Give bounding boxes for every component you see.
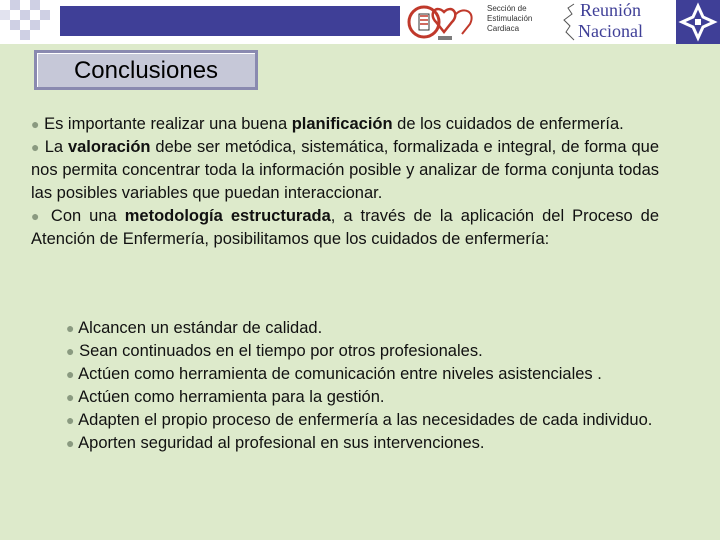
paragraph-emphasis: valoración [67,138,151,156]
bullet-icon: ● [66,343,75,359]
heart-logo-icon [406,2,480,42]
list-item [66,432,666,455]
paragraph [31,113,659,136]
institution-logo [676,0,720,44]
list-item [66,386,666,409]
bullet-icon: ● [66,320,75,336]
slide-title: Conclusiones [73,57,219,84]
map-outline-icon [560,2,582,42]
meeting-logo [560,0,670,44]
list-item-text: Alcancen un estándar de calidad. [78,319,323,337]
list-item-text: Actúen como herramienta para la gestión. [78,388,385,406]
paragraph [31,205,659,251]
society-logo [400,0,552,44]
meeting-title-line1: Reunión [580,0,641,20]
paragraph [31,136,659,205]
title-box [34,50,258,90]
bullet-icon: ● [31,139,40,155]
meeting-title-line2: Nacional [578,21,643,41]
paragraph-text: La [44,138,68,156]
header-band [60,6,400,36]
paragraph-text: de los cuidados de enfermería. [392,115,624,133]
list-item [66,409,666,432]
list-item [66,340,666,363]
paragraph-emphasis: metodología estructurada [124,207,331,225]
bullet-icon: ● [66,435,75,451]
list-item-text: Actúen como herramienta de comunicación entre niveles asistenciales . [78,365,602,383]
checker-decoration [0,0,60,44]
paragraph-text: Con una [50,207,125,225]
society-name [487,4,549,34]
paragraph-text: , a través de la aplicación del Proceso de Atención de Enfermería, posibilitamos que los cuidados de enfermería: [31,207,660,248]
society-name-line: Sección de [487,4,527,13]
bullet-icon: ● [31,208,43,224]
cross-icon [676,0,720,44]
header-bar [0,0,720,44]
list-item-text: Aporten seguridad al profesional en sus intervenciones. [78,434,485,452]
bullet-icon: ● [31,116,40,132]
paragraph-text: Es importante realizar una buena [44,115,292,133]
list-item-text: Sean continuados en el tiempo por otros profesionales. [79,342,483,360]
list-item [66,363,666,386]
paragraph-emphasis: planificación [291,115,393,133]
bullet-icon: ● [66,366,75,382]
society-name-line: Cardiaca [487,24,520,33]
bullet-icon: ● [66,412,75,428]
list-item-text: Adapten el propio proceso de enfermería a las necesidades de cada individuo. [78,411,653,429]
conclusions-body [31,113,659,251]
list-item [66,317,666,340]
paragraph-text: debe ser metódica, sistemática, formalizada e integral, de forma que nos permita concentrar toda la información posible y analizar de forma conjunta todas las posibles variables que puedan interaccionar. [31,138,659,202]
sub-list [66,317,666,455]
society-name-line: Estimulación [487,14,533,23]
bullet-icon: ● [66,389,75,405]
